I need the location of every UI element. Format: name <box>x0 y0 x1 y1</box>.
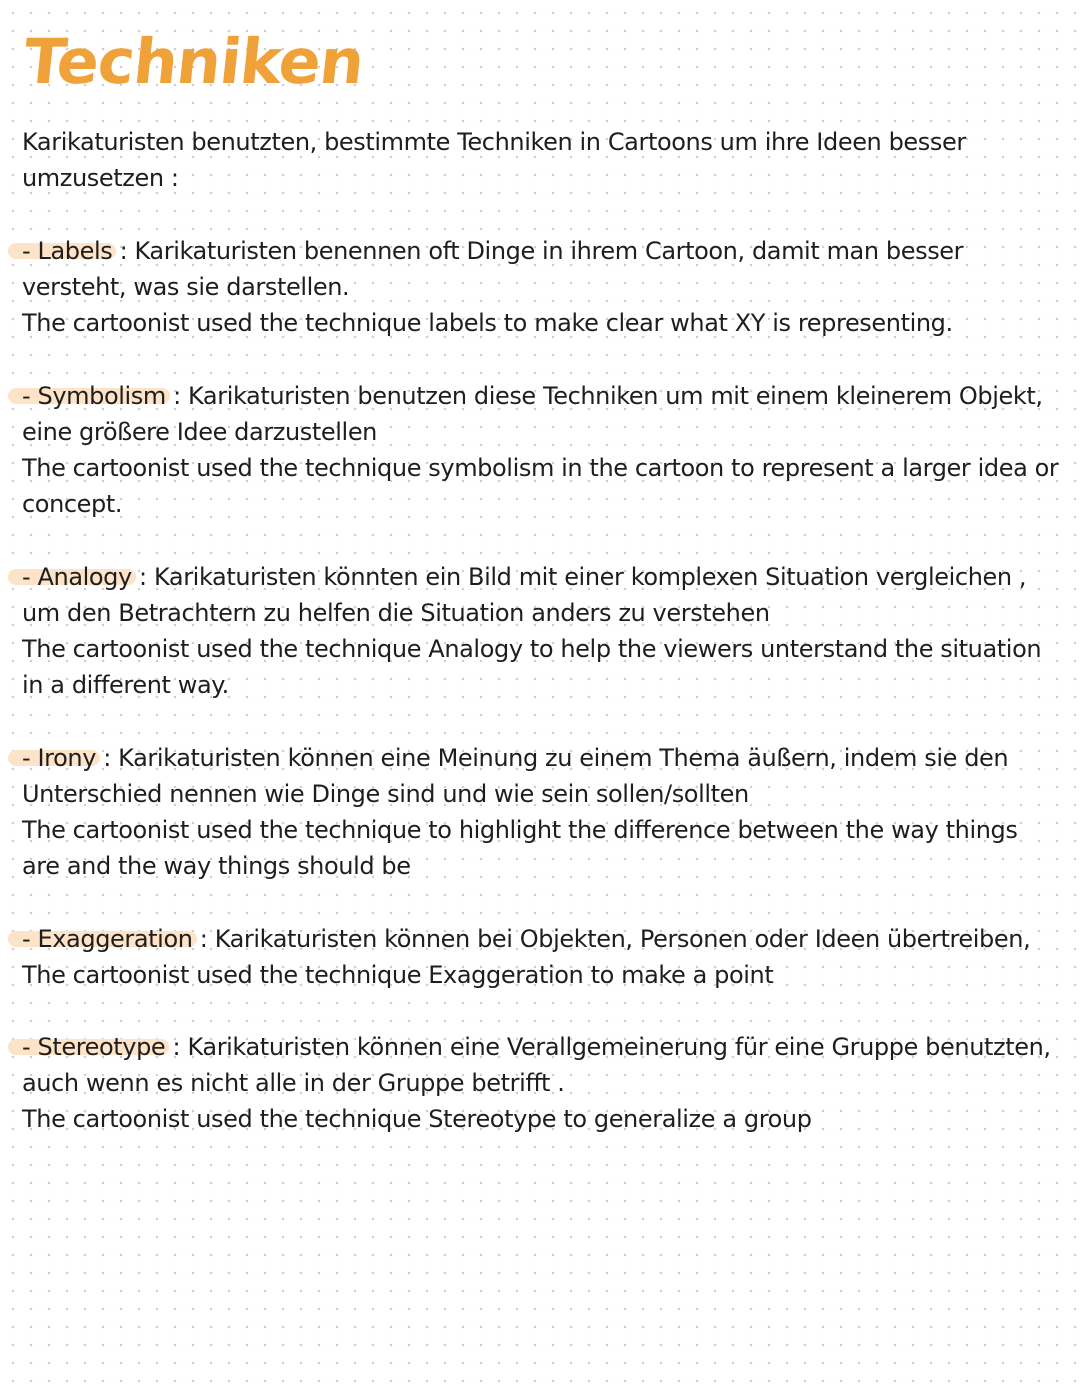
english-description: The cartoonist used the technique symbolism in the cartoon to represent a larger idea or concept. <box>22 454 1059 518</box>
english-description: The cartoonist used the technique Exaggeration to make a point <box>22 961 774 989</box>
german-description: Karikaturisten benutzen diese Techniken um mit einem kleinerem Objekt, eine größere Idee darzustellen <box>22 382 1043 446</box>
term-separator: : <box>112 237 135 265</box>
english-description: The cartoonist used the technique to highlight the difference between the way things are and the way things should be <box>22 816 1018 880</box>
technique-german-text <box>22 921 1062 957</box>
technique-german-text <box>22 233 1062 305</box>
technique-stereotype <box>22 1029 1062 1137</box>
english-description: The cartoonist used the technique labels to make clear what XY is representing. <box>22 309 953 337</box>
technique-term: - Analogy <box>22 563 132 591</box>
technique-irony <box>22 740 1062 884</box>
technique-term: - Labels <box>22 237 113 265</box>
technique-exaggeration <box>22 921 1062 993</box>
term-separator: : <box>165 1033 188 1061</box>
technique-term: - Exaggeration <box>22 925 193 953</box>
technique-symbolism <box>22 378 1062 522</box>
term-separator: : <box>96 744 119 772</box>
german-description: Karikaturisten können bei Objekten, Personen oder Ideen übertreiben, <box>214 925 1031 953</box>
english-description: The cartoonist used the technique Analogy to help the viewers unterstand the situation in a different way. <box>22 635 1042 699</box>
page-title: Techniken <box>20 25 368 98</box>
technique-german-text <box>22 1029 1062 1101</box>
term-separator: : <box>192 925 215 953</box>
technique-term: - Irony <box>22 744 97 772</box>
english-description: The cartoonist used the technique Stereotype to generalize a group <box>22 1105 812 1133</box>
technique-labels <box>22 233 1062 341</box>
technique-analogy <box>22 559 1052 703</box>
technique-term: - Symbolism <box>22 382 166 410</box>
intro-text: Karikaturisten benutzten, bestimmte Techniken in Cartoons um ihre Ideen besser umzusetzen : <box>22 128 966 192</box>
german-description: Karikaturisten können eine Verallgemeinerung für eine Gruppe benutzten, auch wenn es nicht alle in der Gruppe betrifft . <box>22 1033 1051 1097</box>
technique-german-text <box>22 378 1062 450</box>
german-description: Karikaturisten können eine Meinung zu einem Thema äußern, indem sie den Unterschied nennen wie Dinge sind und wie sein sollen/sollten <box>22 744 1009 808</box>
technique-german-text <box>22 740 1062 812</box>
german-description: Karikaturisten benennen oft Dinge in ihrem Cartoon, damit man besser versteht, was sie darstellen. <box>22 237 964 301</box>
technique-german-text <box>22 559 1052 631</box>
term-separator: : <box>165 382 188 410</box>
german-description: Karikaturisten könnten ein Bild mit einer komplexen Situation vergleichen , um den Betrachtern zu helfen die Situation anders zu verstehen <box>22 563 1027 627</box>
technique-term: - Stereotype <box>22 1033 166 1061</box>
term-separator: : <box>131 563 154 591</box>
